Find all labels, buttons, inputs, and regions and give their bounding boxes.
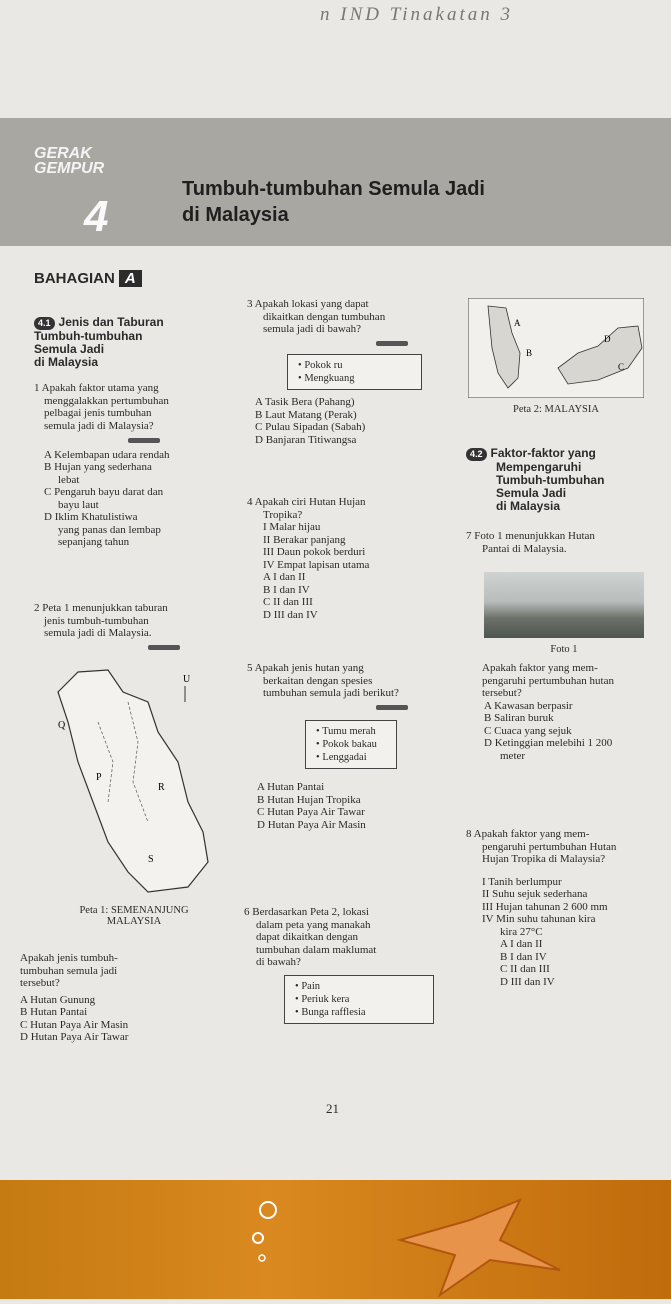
question-4: 4 Apakah ciri Hutan Hujan Tropika? I Malar hijau II Berakar panjang III Daun pokok berduri IV Empat lapisan utama A I dan II B I dan IV C II dan III D III dan IV [247,496,452,621]
q8-item-2: II Suhu sejuk sederhana [482,888,588,900]
question-2: 2 Peta 1 menunjukkan taburan jenis tumbuh-tumbuhan semula jadi di Malaysia. [34,602,230,654]
q1-option-c: C Pengaruh bayu darat dan [44,486,164,498]
q4-option-a: A I dan II [263,571,306,583]
difficulty-tag [376,341,408,346]
chapter-title-line-1: Tumbuh-tumbuhan Semula Jadi [182,178,485,200]
question-5: 5 Apakah jenis hutan yang berkaitan dengan spesies tumbuhan semula jadi berikut? • Tumu merah • Pokok bakau • Lenggadai A Hutan Pantai B Hutan Hujan Tropika C Hutan Paya Air Tawar D Hutan Paya Air Masin [247,662,452,831]
map2-label-d: D [604,334,611,344]
difficulty-tag [128,438,160,443]
q5-option-c: C Hutan Paya Air Tawar [257,806,365,818]
q8-option-b: B I dan IV [500,950,547,963]
question-6: 6 Berdasarkan Peta 2, lokasi dalam peta yang manakah dapat dikaitkan dengan tumbuhan dalam maklumat di bawah? • Pain • Periuk kera • Bunga rafflesia [244,906,454,1024]
q4-option-b: B I dan IV [263,583,310,596]
difficulty-tag [148,645,180,650]
q8-item-3: III Hujan tahunan 2 600 mm [482,900,608,913]
q1-option-a: A Kelembapan udara rendah [44,448,170,461]
q2-option-b: B Hutan Pantai [20,1006,88,1018]
map2-label-c: C [618,362,625,372]
chapter-number: 4 [84,192,109,241]
q5-option-d: D Hutan Paya Air Masin [257,818,366,831]
q4-item-3: III Daun pokok berduri [263,546,366,558]
q2-option-d: D Hutan Paya Air Tawar [20,1031,129,1043]
q8-option-c: C II dan III [500,963,550,975]
q8-option-d: D III dan IV [500,975,555,988]
question-7-stem: Apakah faktor yang mem- pengaruhi pertumbuhan hutan tersebut? A Kawasan berpasir B Saliran buruk C Cuaca yang sejuk D Ketinggian melebihi 1 200 meter [482,662,671,762]
q3-option-c: C Pulau Sipadan (Sabah) [255,421,366,433]
q4-option-c: C II dan III [263,596,313,608]
photo-caption: Foto 1 [550,644,578,655]
starfish-decoration [0,1180,671,1299]
map1-caption: Peta 1: SEMENANJUNG MALAYSIA [79,905,189,927]
q4-item-4: IV Empat lapisan utama [263,558,370,571]
q4-item-1: I Malar hijau [263,521,321,533]
section-label-text: BAHAGIAN [34,270,115,287]
subsection-4-1 [34,316,230,369]
q3-option-a: A Tasik Bera (Pahang) [255,396,355,408]
q8-option-a: A I dan II [500,938,543,950]
q1-option-d: D Iklim Khatulistiwa [44,511,138,523]
subsection-4-2-title: 4.2 Faktor-faktor yang Mempengaruhi Tumbuh-tumbuhan Semula Jadi di Malaysia [466,447,656,513]
q7-option-a: A Kawasan berpasir [484,699,573,712]
decorative-background [0,1180,671,1299]
map1-label-r: R [158,782,165,793]
series-line-1: GERAK [34,145,92,162]
subsection-4-1-title: 4.1 Jenis dan Taburan Tumbuh-tumbuhan Semula Jadi di Malaysia [34,315,164,369]
question-1: 1 Apakah faktor utama yang menggalakkan pertumbuhan pelbagai jenis tumbuhan semula jadi di Malaysia? A Kelembapan udara rendah B Hujan yang sederhana lebat C Pengaruh bayu darat dan bayu laut D Iklim Khatulistiwa yang panas dan lembap sepanjang tahun [34,382,230,549]
q2-option-a: A Hutan Gunung [20,993,96,1006]
q3-option-d: D Banjaran Titiwangsa [255,433,357,446]
chapter-title [182,176,485,228]
chapter-title-line-2: di Malaysia [182,204,289,226]
question-2-stem: Apakah jenis tumbuh- tumbuhan semula jadi tersebut? A Hutan Gunung B Hutan Pantai C Hutan Paya Air Masin D Hutan Paya Air Tawar [20,952,232,1044]
map-malaysia [468,298,644,398]
section-letter: A [119,270,142,287]
map1-north-label: U [183,674,191,685]
question-3: 3 Apakah lokasi yang dapat dikaitkan dengan tumbuhan semula jadi di bawah? • Pokok ru • Mengkuang A Tasik Bera (Pahang) B Laut Matang (Perak) C Pulau Sipadan (Sabah) D Banjaran Titiwangsa [247,298,452,446]
question-7: 7 Foto 1 menunjukkan Hutan Pantai di Malaysia. [466,530,595,555]
q8-item-1: I Tanih berlumpur [482,875,562,888]
q8-item-4: IV Min suhu tahunan kira [482,913,596,925]
difficulty-tag [376,705,408,710]
q5-option-b: B Hutan Hujan Tropika [257,793,361,806]
map1-label-p: P [96,772,102,783]
subsection-4-1-badge: 4.1 [34,317,55,330]
q2-option-c: C Hutan Paya Air Masin [20,1018,129,1031]
series-logo [34,146,104,176]
q4-option-d: D III dan IV [263,608,318,621]
q7-option-d: D Ketinggian melebihi 1 200 [484,737,613,749]
q6-info-box: • Pain • Periuk kera • Bunga rafflesia [284,975,434,1024]
map2-label-a: A [514,318,521,328]
photo-coastal-forest [484,572,644,638]
q5-option-a: A Hutan Pantai [257,781,325,793]
q3-info-box: • Pokok ru • Mengkuang [287,354,422,390]
question-8: 8 Apakah faktor yang mem- pengaruhi pertumbuhan Hutan Hujan Tropika di Malaysia? I Tanih berlumpur II Suhu sejuk sederhana III Hujan tahunan 2 600 mm IV Min suhu tahunan kira kira 27°C A I dan II B I dan IV C II dan III D III dan IV [466,828,671,988]
series-line-2: GEMPUR [34,160,105,177]
page-number: 21 [326,1101,339,1116]
section-label [34,270,142,287]
map1-label-q: Q [58,720,66,731]
q7-option-b: B Saliran buruk [484,712,554,724]
handwritten-note: n IND Tinakatan 3 [320,4,513,25]
map1-label-s: S [148,854,154,865]
q5-info-box: • Tumu merah • Pokok bakau • Lenggadai [305,720,397,769]
map-peninsular-malaysia [38,662,230,898]
q4-item-2: II Berakar panjang [263,533,346,546]
q7-option-c: C Cuaca yang sejuk [484,724,572,737]
map2-label-b: B [526,348,533,358]
q1-option-b: B Hujan yang sederhana [44,461,152,473]
q3-option-b: B Laut Matang (Perak) [255,408,357,421]
subsection-4-2-badge: 4.2 [466,448,487,461]
map2-caption: Peta 2: MALAYSIA [513,404,599,415]
